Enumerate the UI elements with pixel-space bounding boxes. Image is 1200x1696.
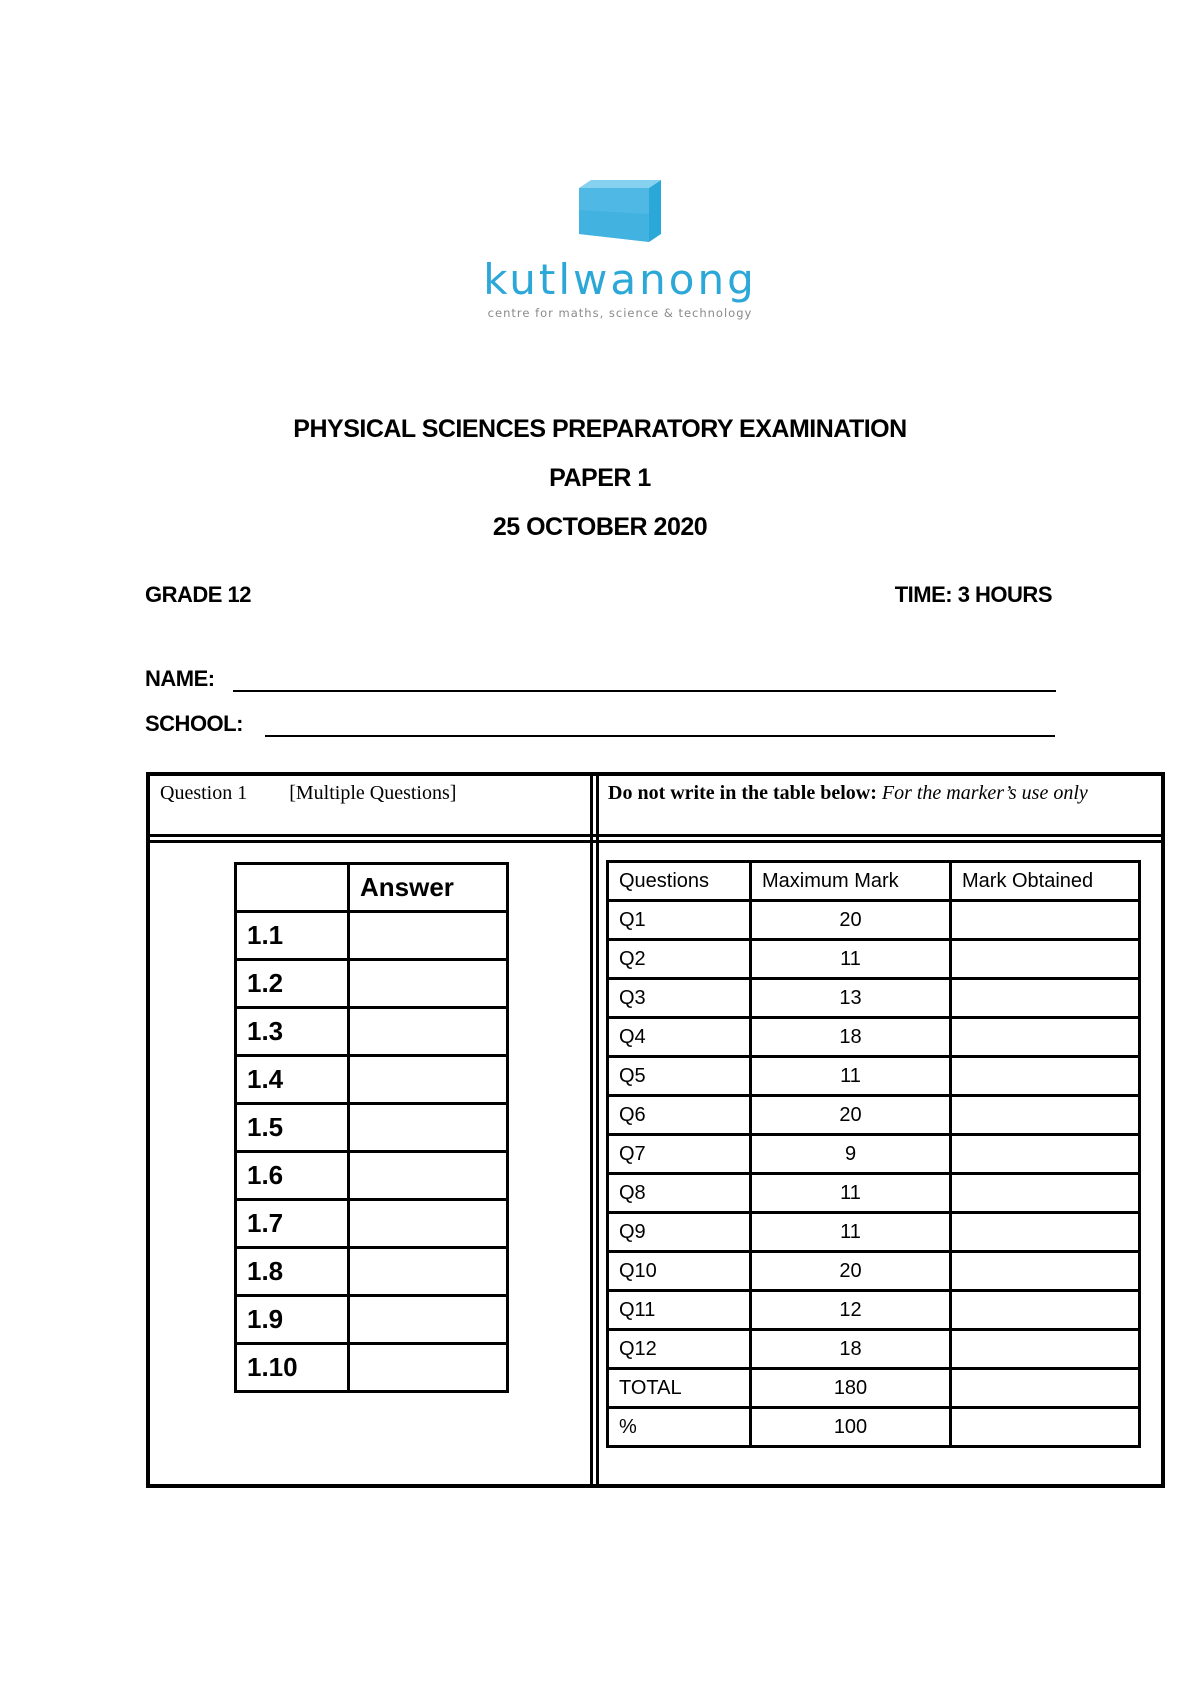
table-row [608,1018,1140,1057]
answer-cell[interactable] [349,1152,508,1200]
mark-obtained-cell[interactable] [951,901,1140,940]
table-row [608,940,1140,979]
table-row [608,1291,1140,1330]
table-row [608,1369,1140,1408]
max-mark-cell: 20 [751,1252,951,1291]
answer-cell[interactable] [349,1296,508,1344]
table-row [608,1252,1140,1291]
question-number: 1.2 [236,960,349,1008]
marks-table [606,860,1141,1448]
question-cell: Q5 [608,1057,751,1096]
table-row [608,1330,1140,1369]
max-mark-cell: 9 [751,1135,951,1174]
mark-obtained-cell[interactable] [951,1252,1140,1291]
time-label: TIME: 3 HOURS [894,582,1052,607]
answer-cell[interactable] [349,1008,508,1056]
max-mark-cell: 18 [751,1018,951,1057]
max-mark-cell: 11 [751,1174,951,1213]
answer-cell[interactable] [349,1248,508,1296]
name-field[interactable] [233,690,1056,692]
max-mark-cell: 11 [751,1057,951,1096]
answer-cell[interactable] [349,912,508,960]
max-mark-cell: 180 [751,1369,951,1408]
exam-title: PHYSICAL SCIENCES PREPARATORY EXAMINATION [293,415,907,443]
table-row [608,1174,1140,1213]
mark-obtained-cell[interactable] [951,1174,1140,1213]
question-cell: Q7 [608,1135,751,1174]
table-row [608,1213,1140,1252]
question-cell: Q6 [608,1096,751,1135]
question-number: 1.8 [236,1248,349,1296]
table-row [236,960,508,1008]
table-row [236,1296,508,1344]
mark-obtained-cell[interactable] [951,1330,1140,1369]
answer-header: Answer [349,864,508,912]
mark-obtained-cell[interactable] [951,1213,1140,1252]
school-label: SCHOOL: [145,711,243,736]
answer-cell[interactable] [349,1344,508,1392]
question-cell: Q4 [608,1018,751,1057]
question1-label: Question 1 [160,782,248,804]
question-number: 1.7 [236,1200,349,1248]
answer-table [234,862,509,1393]
column-header: Maximum Mark [751,862,951,901]
name-label: NAME: [145,666,215,691]
question1-type: [Multiple Questions] [289,782,457,804]
marker-note-bold: Do not write in the table below: [608,782,877,804]
grade-label: GRADE 12 [145,582,252,607]
table-row [236,1200,508,1248]
table-row [236,1344,508,1392]
column-divider [590,776,593,1484]
question-cell: Q10 [608,1252,751,1291]
logo-tagline: centre for maths, science & technology [487,306,753,320]
question-cell: TOTAL [608,1369,751,1408]
max-mark-cell: 11 [751,940,951,979]
question-number: 1.4 [236,1056,349,1104]
mark-obtained-cell[interactable] [951,979,1140,1018]
question-cell: Q2 [608,940,751,979]
mark-obtained-cell[interactable] [951,1408,1140,1447]
marker-note [608,782,1088,805]
mark-obtained-cell[interactable] [951,1018,1140,1057]
question-cell: Q3 [608,979,751,1018]
answer-cell[interactable] [349,960,508,1008]
max-mark-cell: 20 [751,901,951,940]
kutlwanong-logo [440,180,800,340]
mark-obtained-cell[interactable] [951,1096,1140,1135]
question-cell: Q12 [608,1330,751,1369]
column-divider [596,776,599,1484]
table-row [236,1008,508,1056]
question-number: 1.10 [236,1344,349,1392]
max-mark-cell: 100 [751,1408,951,1447]
column-header: Questions [608,862,751,901]
max-mark-cell: 18 [751,1330,951,1369]
question-number: 1.5 [236,1104,349,1152]
table-row [608,1408,1140,1447]
table-row [236,1056,508,1104]
question-number: 1.6 [236,1152,349,1200]
max-mark-cell: 13 [751,979,951,1018]
exam-date: 25 OCTOBER 2020 [492,513,708,541]
answer-cell[interactable] [349,1200,508,1248]
answer-cell[interactable] [349,1104,508,1152]
question-cell: Q1 [608,901,751,940]
question-cell: Q9 [608,1213,751,1252]
table-row [608,1135,1140,1174]
question-cell: Q8 [608,1174,751,1213]
max-mark-cell: 20 [751,1096,951,1135]
marker-note-italic: For the marker’s use only [881,782,1088,804]
logo-wordmark: kutlwanong [483,255,757,304]
header-divider [150,840,1161,843]
answer-corner-cell [236,864,349,912]
header-divider [150,834,1161,837]
table-row [236,1104,508,1152]
mark-obtained-cell[interactable] [951,1057,1140,1096]
answer-box [146,772,1165,1488]
question-cell: % [608,1408,751,1447]
table-row [608,901,1140,940]
table-row [236,912,508,960]
mark-obtained-cell[interactable] [951,940,1140,979]
mark-obtained-cell[interactable] [951,1369,1140,1408]
answer-cell[interactable] [349,1056,508,1104]
table-row [608,1096,1140,1135]
table-row [608,1057,1140,1096]
max-mark-cell: 11 [751,1213,951,1252]
cube-icon [579,180,661,242]
question-number: 1.9 [236,1296,349,1344]
school-field[interactable] [265,735,1055,737]
table-row [236,1152,508,1200]
table-row [608,862,1140,901]
mark-obtained-cell[interactable] [951,1135,1140,1174]
table-row [608,979,1140,1018]
max-mark-cell: 12 [751,1291,951,1330]
column-header: Mark Obtained [951,862,1140,901]
table-row [236,1248,508,1296]
question1-heading [160,782,456,805]
table-row [236,864,508,912]
question-number: 1.3 [236,1008,349,1056]
mark-obtained-cell[interactable] [951,1291,1140,1330]
question-number: 1.1 [236,912,349,960]
question-cell: Q11 [608,1291,751,1330]
paper-number: PAPER 1 [549,464,651,492]
